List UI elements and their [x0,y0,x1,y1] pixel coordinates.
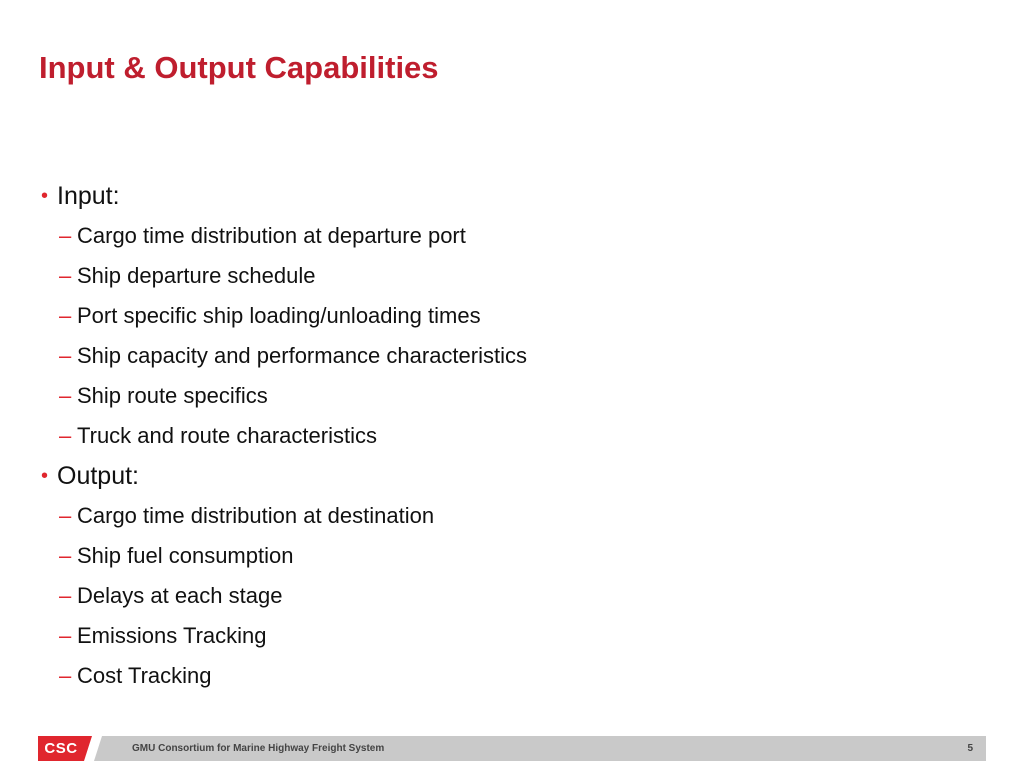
bullet-input [41,176,981,216]
dash-icon: – [59,343,72,368]
bullet-label: Input: [57,182,120,210]
sub-item: – Emissions Tracking [41,616,981,656]
dash-icon: – [59,543,72,568]
slide-title: Input & Output Capabilities [39,50,439,85]
dash-icon: – [59,663,72,688]
bullet-output [41,456,981,496]
bullet-dot-icon: • [41,465,49,487]
sub-item: – Delays at each stage [41,576,981,616]
logo-slash-shape [84,736,92,761]
sub-item: – Ship departure schedule [41,256,981,296]
sub-item: – Cargo time distribution at destination [41,496,981,536]
sub-item: – Ship fuel consumption [41,536,981,576]
dash-icon: – [59,503,72,528]
sub-item: – Ship capacity and performance characteristics [41,336,981,376]
dash-icon: – [59,383,72,408]
bullet-dot-icon: • [41,185,49,207]
sub-item: – Port specific ship loading/unloading times [41,296,981,336]
dash-icon: – [59,223,72,248]
slide-footer [38,736,986,761]
footer-bar-notch [94,736,102,761]
footer-text: GMU Consortium for Marine Highway Freight System [132,743,385,754]
sub-item: – Cargo time distribution at departure port [41,216,981,256]
footer-bar [94,736,986,761]
dash-icon: – [59,423,72,448]
page-number: 5 [967,743,973,754]
dash-icon: – [59,623,72,648]
csc-logo: CSC [38,736,84,761]
dash-icon: – [59,303,72,328]
slide-content [41,176,981,696]
bullet-label: Output: [57,462,139,490]
sub-item: – Truck and route characteristics [41,416,981,456]
sub-item: – Cost Tracking [41,656,981,696]
dash-icon: – [59,263,72,288]
sub-item: – Ship route specifics [41,376,981,416]
dash-icon: – [59,583,72,608]
